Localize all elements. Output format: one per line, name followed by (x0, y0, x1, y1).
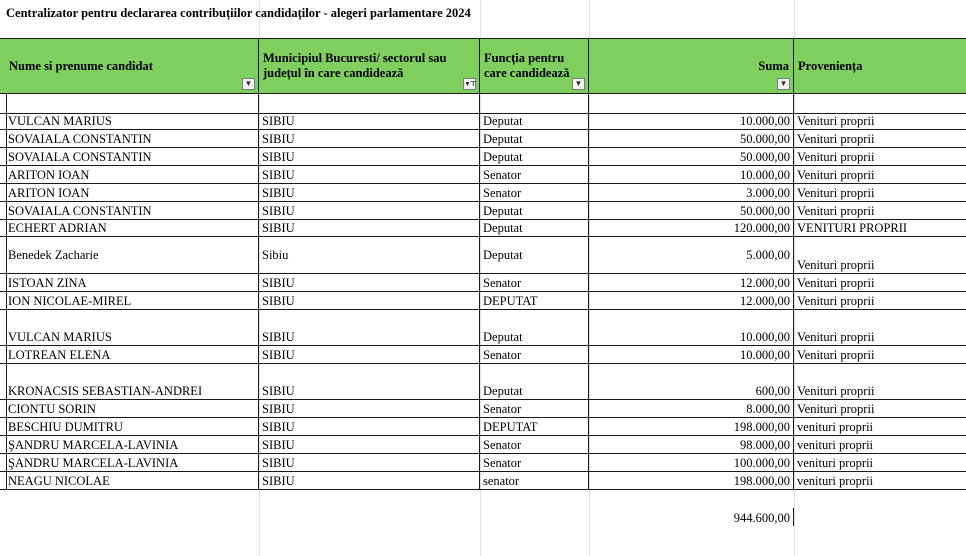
source-value: VENITURI PROPRII (797, 221, 908, 235)
cell-region[interactable] (259, 436, 480, 454)
table-row (0, 310, 966, 346)
cell-source[interactable] (794, 292, 966, 310)
cell-region[interactable] (259, 220, 480, 237)
cell-sum[interactable] (589, 472, 794, 490)
cell-function[interactable] (480, 220, 589, 237)
sum-value: 10.000,00 (740, 348, 790, 362)
cell-sum[interactable] (589, 364, 794, 400)
header-region-label: Municipiul Bucuresti/ sectorul sau județul în care candidează (263, 51, 447, 80)
cell-function[interactable] (480, 310, 589, 346)
cell-function[interactable] (480, 114, 589, 130)
filter-active-icon[interactable]: ▼⊤ (464, 80, 476, 88)
cell-name[interactable] (5, 292, 259, 310)
sum-value: 12.000,00 (740, 276, 790, 290)
function-value: DEPUTAT (483, 420, 538, 434)
cell-region[interactable] (259, 418, 480, 436)
cell[interactable] (259, 94, 480, 114)
table-row (0, 292, 966, 310)
function-value: Senator (483, 402, 522, 416)
source-value: Venituri proprii (797, 402, 875, 416)
function-value: Deputat (483, 330, 523, 344)
cell-name[interactable] (5, 418, 259, 436)
region-value: SIBIU (262, 348, 295, 362)
cell-name[interactable] (5, 166, 259, 184)
cell-sum[interactable] (589, 220, 794, 237)
region-value: SIBIU (262, 114, 295, 128)
cell-source[interactable] (794, 202, 966, 220)
source-value: Venituri proprii (797, 348, 875, 362)
cell-region[interactable] (259, 148, 480, 166)
source-value: Venituri proprii (797, 204, 875, 218)
cell-region[interactable] (259, 130, 480, 148)
table-row (0, 220, 966, 237)
source-value: Venituri proprii (797, 330, 875, 344)
name-value: Benedek Zacharie (8, 247, 99, 262)
header-name[interactable] (5, 38, 259, 94)
source-value: venituri proprii (797, 456, 874, 470)
filter-dropdown-icon[interactable]: ▼ (242, 78, 255, 90)
source-value: venituri proprii (797, 474, 874, 488)
cell-name[interactable] (5, 202, 259, 220)
region-value: SIBIU (262, 474, 295, 488)
cell[interactable] (794, 94, 966, 114)
cell-source[interactable] (794, 472, 966, 490)
cell-source[interactable] (794, 130, 966, 148)
table-row (0, 184, 966, 202)
table-row (0, 130, 966, 148)
name-value: ARITON IOAN (8, 186, 90, 200)
name-value: BESCHIU DUMITRU (8, 420, 123, 434)
sum-value: 100.000,00 (733, 456, 790, 470)
sum-value: 8.000,00 (746, 402, 790, 416)
cell-function[interactable] (480, 436, 589, 454)
function-value: senator (483, 474, 520, 488)
cell-name[interactable] (5, 220, 259, 237)
filter-dropdown-icon[interactable]: ▼ (777, 78, 790, 90)
source-value: Venituri proprii (797, 132, 875, 146)
cell-source[interactable] (794, 114, 966, 130)
name-value: SOVAIALA CONSTANTIN (8, 132, 152, 146)
name-value: ARITON IOAN (8, 168, 90, 182)
cell-region[interactable] (259, 292, 480, 310)
cell-sum[interactable] (589, 274, 794, 292)
header-sum[interactable] (589, 38, 794, 94)
cell[interactable] (5, 94, 259, 114)
region-value: SIBIU (262, 150, 295, 164)
source-value: Venituri proprii (797, 276, 875, 290)
cell[interactable] (589, 94, 794, 114)
region-value: SIBIU (262, 420, 295, 434)
table-row (0, 418, 966, 436)
cell-name[interactable] (5, 436, 259, 454)
total-sum-cell[interactable] (589, 508, 794, 526)
source-value: Venituri proprii (797, 168, 875, 182)
function-value: Senator (483, 168, 522, 182)
name-value: NEAGU NICOLAE (8, 474, 110, 488)
cell-function[interactable] (480, 400, 589, 418)
cell-name[interactable] (5, 472, 259, 490)
cell-region[interactable] (259, 202, 480, 220)
total-sum-value: 944.600,00 (733, 511, 790, 525)
region-value: SIBIU (262, 438, 295, 452)
header-name-label: Nume si prenume candidat (9, 58, 153, 73)
function-value: Senator (483, 348, 522, 362)
function-value: Senator (483, 456, 522, 470)
cell-sum[interactable] (589, 166, 794, 184)
cell-name[interactable] (5, 237, 259, 274)
sum-value: 50.000,00 (740, 132, 790, 146)
function-value: Deputat (483, 221, 523, 235)
function-value: Deputat (483, 114, 523, 128)
cell-function[interactable] (480, 418, 589, 436)
source-value: venituri proprii (797, 420, 874, 434)
header-sum-label: Suma (758, 59, 789, 73)
table-row (0, 400, 966, 418)
cell-source[interactable] (794, 364, 966, 400)
cell-name[interactable] (5, 364, 259, 400)
cell-function[interactable] (480, 292, 589, 310)
region-value: SIBIU (262, 168, 295, 182)
cell-name[interactable] (5, 310, 259, 346)
cell-region[interactable] (259, 114, 480, 130)
sum-value: 3.000,00 (746, 186, 790, 200)
cell-region[interactable] (259, 346, 480, 364)
total-row (0, 508, 966, 526)
sum-value: 12.000,00 (740, 294, 790, 308)
table-row (0, 364, 966, 400)
name-value: SOVAIALA CONSTANTIN (8, 204, 152, 218)
region-value: SIBIU (262, 186, 295, 200)
cell-function[interactable] (480, 184, 589, 202)
cell-name[interactable] (5, 148, 259, 166)
header-row (0, 38, 966, 94)
sum-value: 10.000,00 (740, 114, 790, 128)
cell-region[interactable] (259, 454, 480, 472)
cell-source[interactable] (794, 310, 966, 346)
filter-dropdown-icon[interactable]: ▼ (572, 78, 585, 90)
header-function[interactable] (480, 38, 589, 94)
sum-value: 10.000,00 (740, 330, 790, 344)
header-region[interactable] (259, 38, 480, 94)
cell-region[interactable] (259, 364, 480, 400)
header-function-label: Funcția pentru care candidează (484, 51, 570, 80)
cell-source[interactable] (794, 454, 966, 472)
cell[interactable] (480, 94, 589, 114)
region-value: SIBIU (262, 456, 295, 470)
region-value: SIBIU (262, 276, 295, 290)
sum-value: 198.000,00 (733, 420, 790, 434)
sum-value: 50.000,00 (740, 204, 790, 218)
cell-sum[interactable] (589, 130, 794, 148)
name-value: ISTOAN ZINA (8, 276, 87, 290)
cell-sum[interactable] (589, 436, 794, 454)
table-row (0, 148, 966, 166)
cell-sum[interactable] (589, 346, 794, 364)
sum-value: 120.000,00 (733, 221, 790, 235)
cell-source[interactable] (794, 148, 966, 166)
function-value: Deputat (483, 384, 523, 398)
name-value: ECHERT ADRIAN (8, 221, 107, 235)
function-value: Deputat (483, 204, 523, 218)
cell-region[interactable] (259, 166, 480, 184)
cell-function[interactable] (480, 472, 589, 490)
sum-value: 98.000,00 (740, 438, 790, 452)
function-value: Senator (483, 276, 522, 290)
cell-name[interactable] (5, 114, 259, 130)
cell-function[interactable] (480, 346, 589, 364)
cell-name[interactable] (5, 400, 259, 418)
region-value: SIBIU (262, 384, 295, 398)
cell-sum[interactable] (589, 310, 794, 346)
cell-source[interactable] (794, 220, 966, 237)
cell-function[interactable] (480, 148, 589, 166)
cell-name[interactable] (5, 346, 259, 364)
region-value: SIBIU (262, 330, 295, 344)
cell-source[interactable] (794, 166, 966, 184)
cell-function[interactable] (480, 166, 589, 184)
source-value: Venituri proprii (797, 384, 875, 398)
function-value: Deputat (483, 132, 523, 146)
name-value: VULCAN MARIUS (8, 330, 112, 344)
cell-sum[interactable] (589, 148, 794, 166)
cell-function[interactable] (480, 130, 589, 148)
cell-function[interactable] (480, 454, 589, 472)
cell-source[interactable] (794, 400, 966, 418)
source-value: Venituri proprii (797, 258, 875, 272)
table-row (0, 436, 966, 454)
name-value: ŞANDRU MARCELA-LAVINIA (8, 438, 179, 452)
table-row (0, 346, 966, 364)
function-value: DEPUTAT (483, 294, 538, 308)
region-value: SIBIU (262, 221, 295, 235)
cell-region[interactable] (259, 184, 480, 202)
region-value: SIBIU (262, 132, 295, 146)
sum-value: 600,00 (755, 384, 790, 398)
cell-sum[interactable] (589, 454, 794, 472)
name-value: KRONACSIS SEBASTIAN-ANDREI (8, 384, 203, 398)
cell-sum[interactable] (589, 237, 794, 274)
table-row (0, 274, 966, 292)
cell-source[interactable] (794, 436, 966, 454)
cell-function[interactable] (480, 237, 589, 274)
region-value: SIBIU (262, 402, 295, 416)
empty-row (0, 94, 966, 114)
cell-sum[interactable] (589, 292, 794, 310)
region-value: SIBIU (262, 294, 295, 308)
table-row (0, 202, 966, 220)
cell-function[interactable] (480, 202, 589, 220)
name-value: SOVAIALA CONSTANTIN (8, 150, 152, 164)
sum-value: 198.000,00 (733, 474, 790, 488)
cell-name[interactable] (5, 274, 259, 292)
cell-function[interactable] (480, 364, 589, 400)
cell-sum[interactable] (589, 184, 794, 202)
source-value: Venituri proprii (797, 186, 875, 200)
function-value: Senator (483, 438, 522, 452)
cell-region[interactable] (259, 274, 480, 292)
table-row (0, 114, 966, 130)
region-value: Sibiu (262, 247, 289, 262)
cell-source[interactable] (794, 237, 966, 274)
name-value: VULCAN MARIUS (8, 114, 112, 128)
cell-sum[interactable] (589, 114, 794, 130)
name-value: ŞANDRU MARCELA-LAVINIA (8, 456, 179, 470)
region-value: SIBIU (262, 204, 295, 218)
sum-value: 10.000,00 (740, 168, 790, 182)
table-row (0, 472, 966, 490)
cell-sum[interactable] (589, 418, 794, 436)
cell-source[interactable] (794, 274, 966, 292)
function-value: Deputat (483, 150, 523, 164)
sum-value: 5.000,00 (746, 247, 790, 262)
cell-source[interactable] (794, 184, 966, 202)
source-value: Venituri proprii (797, 150, 875, 164)
name-value: ION NICOLAE-MIREL (8, 294, 132, 308)
source-value: venituri proprii (797, 438, 874, 452)
sum-value: 50.000,00 (740, 150, 790, 164)
cell-sum[interactable] (589, 202, 794, 220)
function-value: Deputat (483, 247, 523, 262)
cell-name[interactable] (5, 130, 259, 148)
cell-function[interactable] (480, 274, 589, 292)
function-value: Senator (483, 186, 522, 200)
header-source-label: Proveniența (798, 59, 863, 73)
cell-name[interactable] (5, 184, 259, 202)
table-row (0, 166, 966, 184)
table-row (0, 454, 966, 472)
cell-source[interactable] (794, 418, 966, 436)
name-value: LOTREAN ELENA (8, 348, 111, 362)
sheet-title: Centralizator pentru declararea contribuțiilor candidaților - alegeri parlamentare 2024 (6, 6, 471, 20)
table-row (0, 237, 966, 274)
source-value: Venituri proprii (797, 114, 875, 128)
cell-region[interactable] (259, 310, 480, 346)
cell-source[interactable] (794, 346, 966, 364)
cell-sum[interactable] (589, 400, 794, 418)
cell-name[interactable] (5, 454, 259, 472)
cell-region[interactable] (259, 400, 480, 418)
source-value: Venituri proprii (797, 294, 875, 308)
header-source[interactable] (794, 38, 966, 94)
cell-region[interactable] (259, 472, 480, 490)
name-value: CIONTU SORIN (8, 402, 96, 416)
cell-region[interactable] (259, 237, 480, 274)
